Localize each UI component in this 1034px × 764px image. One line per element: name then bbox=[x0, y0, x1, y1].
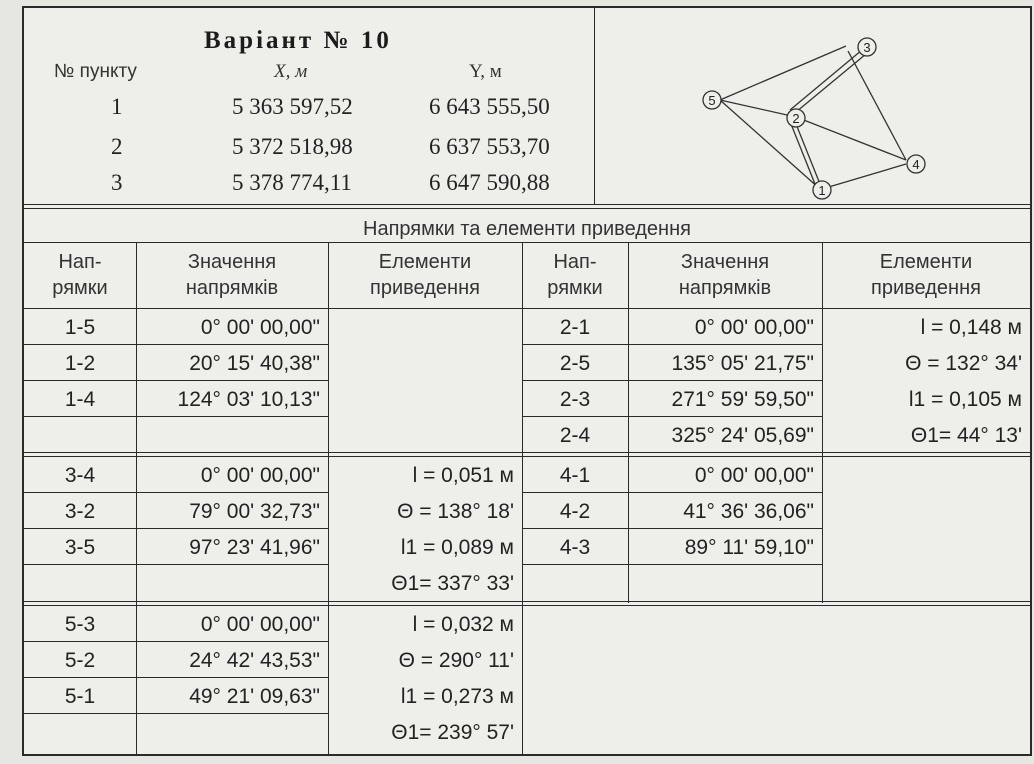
direction-value: 325° 24' 05,69" bbox=[671, 424, 814, 447]
reduction-element: Θ = 290° 11' bbox=[398, 649, 514, 672]
direction-label: 2-3 bbox=[559, 388, 591, 411]
col-header-values bbox=[628, 249, 822, 301]
divider bbox=[522, 564, 822, 565]
reduction-element: l = 0,032 м bbox=[412, 613, 514, 636]
reduction-element: Θ1= 337° 33' bbox=[391, 572, 514, 595]
col-header-line: приведення bbox=[370, 277, 480, 299]
direction-label: 3-4 bbox=[64, 464, 96, 487]
network-edge bbox=[720, 46, 846, 100]
col-header-line: Значення bbox=[187, 251, 277, 273]
direction-label: 4-3 bbox=[559, 536, 591, 559]
col-header-line: Нап- bbox=[58, 251, 102, 273]
network-node-label: 5 bbox=[708, 93, 716, 108]
network-node-label: 2 bbox=[792, 111, 800, 126]
network-edge bbox=[796, 124, 820, 184]
col-header-line: Значення bbox=[680, 251, 770, 273]
col-header-directions bbox=[522, 249, 628, 301]
col-header-line: приведення bbox=[871, 277, 981, 299]
divider bbox=[24, 528, 328, 529]
divider bbox=[24, 308, 1030, 309]
network-node bbox=[813, 181, 831, 199]
divider bbox=[24, 380, 328, 381]
direction-value: 0° 00' 00,00" bbox=[200, 464, 320, 487]
header-point: № пункту bbox=[54, 61, 137, 82]
direction-value: 41° 36' 36,06" bbox=[683, 500, 814, 523]
col-header-elements bbox=[328, 249, 522, 301]
network-node bbox=[907, 155, 925, 173]
network-edge bbox=[848, 51, 906, 160]
divider bbox=[24, 564, 328, 565]
assignment-sheet bbox=[22, 6, 1032, 756]
divider bbox=[822, 242, 823, 603]
reduction-element: Θ = 132° 34' bbox=[905, 352, 1022, 375]
col-header-line: рямки bbox=[547, 277, 603, 299]
reduction-element: Θ1= 239° 57' bbox=[391, 721, 514, 744]
point-x: 5 378 774,11 bbox=[232, 170, 352, 195]
point-id: 3 bbox=[111, 170, 123, 195]
point-y: 6 647 590,88 bbox=[429, 170, 550, 195]
col-header-line: рямки bbox=[52, 277, 108, 299]
direction-value: 0° 00' 00,00" bbox=[694, 464, 814, 487]
divider bbox=[24, 605, 1030, 606]
direction-label: 2-5 bbox=[559, 352, 591, 375]
direction-value: 0° 00' 00,00" bbox=[200, 316, 320, 339]
header-x: X, м bbox=[274, 61, 308, 82]
direction-value: 0° 00' 00,00" bbox=[694, 316, 814, 339]
divider bbox=[24, 641, 328, 642]
direction-label: 5-2 bbox=[64, 649, 96, 672]
divider bbox=[24, 677, 328, 678]
direction-label: 4-2 bbox=[559, 500, 591, 523]
reduction-element: l1 = 0,105 м bbox=[908, 388, 1022, 411]
col-header-line: напрямків bbox=[678, 277, 772, 299]
reduction-element: l1 = 0,089 м bbox=[400, 536, 514, 559]
network-node bbox=[858, 38, 876, 56]
direction-value: 271° 59' 59,50" bbox=[671, 388, 814, 411]
direction-value: 20° 15' 40,38" bbox=[189, 352, 320, 375]
col-header-line: Елементи bbox=[879, 251, 973, 273]
col-header-line: напрямків bbox=[185, 277, 279, 299]
point-y: 6 643 555,50 bbox=[429, 94, 550, 119]
direction-label: 3-5 bbox=[64, 536, 96, 559]
network-node-label: 3 bbox=[863, 40, 871, 55]
direction-label: 2-1 bbox=[559, 316, 591, 339]
direction-value: 49° 21' 09,63" bbox=[189, 685, 320, 708]
network-node-label: 1 bbox=[818, 183, 826, 198]
direction-value: 124° 03' 10,13" bbox=[177, 388, 320, 411]
point-id: 2 bbox=[111, 134, 123, 159]
reduction-element: l = 0,148 м bbox=[920, 316, 1022, 339]
divider bbox=[24, 452, 1030, 453]
divider bbox=[522, 492, 822, 493]
network-edge bbox=[796, 117, 906, 160]
reduction-element: l1 = 0,273 м bbox=[400, 685, 514, 708]
section-title: Напрямки та елементи приведення bbox=[363, 218, 691, 240]
direction-label: 1-4 bbox=[64, 388, 96, 411]
variant-title: Варіант № 10 bbox=[204, 27, 392, 54]
network-node bbox=[787, 109, 805, 127]
network-edge bbox=[790, 50, 862, 110]
point-id: 1 bbox=[111, 94, 123, 119]
divider bbox=[24, 601, 1030, 602]
divider bbox=[594, 8, 595, 204]
divider bbox=[522, 344, 822, 345]
direction-label: 3-2 bbox=[64, 500, 96, 523]
direction-value: 89° 11' 59,10" bbox=[684, 536, 814, 559]
triangulation-diagram bbox=[596, 8, 1030, 204]
divider bbox=[24, 416, 328, 417]
divider bbox=[24, 242, 1030, 243]
col-header-values bbox=[136, 249, 328, 301]
direction-label: 1-2 bbox=[64, 352, 96, 375]
network-edge bbox=[720, 100, 796, 117]
point-x: 5 372 518,98 bbox=[232, 134, 353, 159]
direction-value: 24° 42' 43,53" bbox=[189, 649, 320, 672]
point-x: 5 363 597,52 bbox=[232, 94, 353, 119]
network-edge bbox=[822, 164, 906, 189]
divider bbox=[522, 380, 822, 381]
divider bbox=[522, 528, 822, 529]
network-edge bbox=[720, 100, 820, 189]
direction-label: 4-1 bbox=[559, 464, 591, 487]
network-edge bbox=[791, 124, 815, 184]
divider bbox=[24, 492, 328, 493]
divider bbox=[24, 344, 328, 345]
direction-value: 0° 00' 00,00" bbox=[200, 613, 320, 636]
col-header-line: Нап- bbox=[553, 251, 597, 273]
direction-label: 5-3 bbox=[64, 613, 96, 636]
divider bbox=[24, 208, 1030, 209]
point-y: 6 637 553,70 bbox=[429, 134, 550, 159]
direction-label: 5-1 bbox=[64, 685, 96, 708]
direction-label: 2-4 bbox=[559, 424, 591, 447]
header-y: Y, м bbox=[469, 61, 502, 82]
direction-value: 97° 23' 41,96" bbox=[189, 536, 320, 559]
reduction-element: l = 0,051 м bbox=[412, 464, 514, 487]
direction-value: 79° 00' 32,73" bbox=[189, 500, 320, 523]
col-header-directions bbox=[24, 249, 136, 301]
divider bbox=[24, 204, 1030, 205]
divider bbox=[24, 713, 328, 714]
direction-label: 1-5 bbox=[64, 316, 96, 339]
network-node-label: 4 bbox=[912, 157, 920, 172]
col-header-elements bbox=[822, 249, 1030, 301]
divider bbox=[328, 242, 329, 754]
col-header-line: Елементи bbox=[378, 251, 472, 273]
divider bbox=[522, 416, 822, 417]
direction-value: 135° 05' 21,75" bbox=[671, 352, 814, 375]
reduction-element: Θ = 138° 18' bbox=[397, 500, 514, 523]
divider bbox=[24, 456, 1030, 457]
reduction-element: Θ1= 44° 13' bbox=[910, 424, 1022, 447]
network-node bbox=[703, 91, 721, 109]
